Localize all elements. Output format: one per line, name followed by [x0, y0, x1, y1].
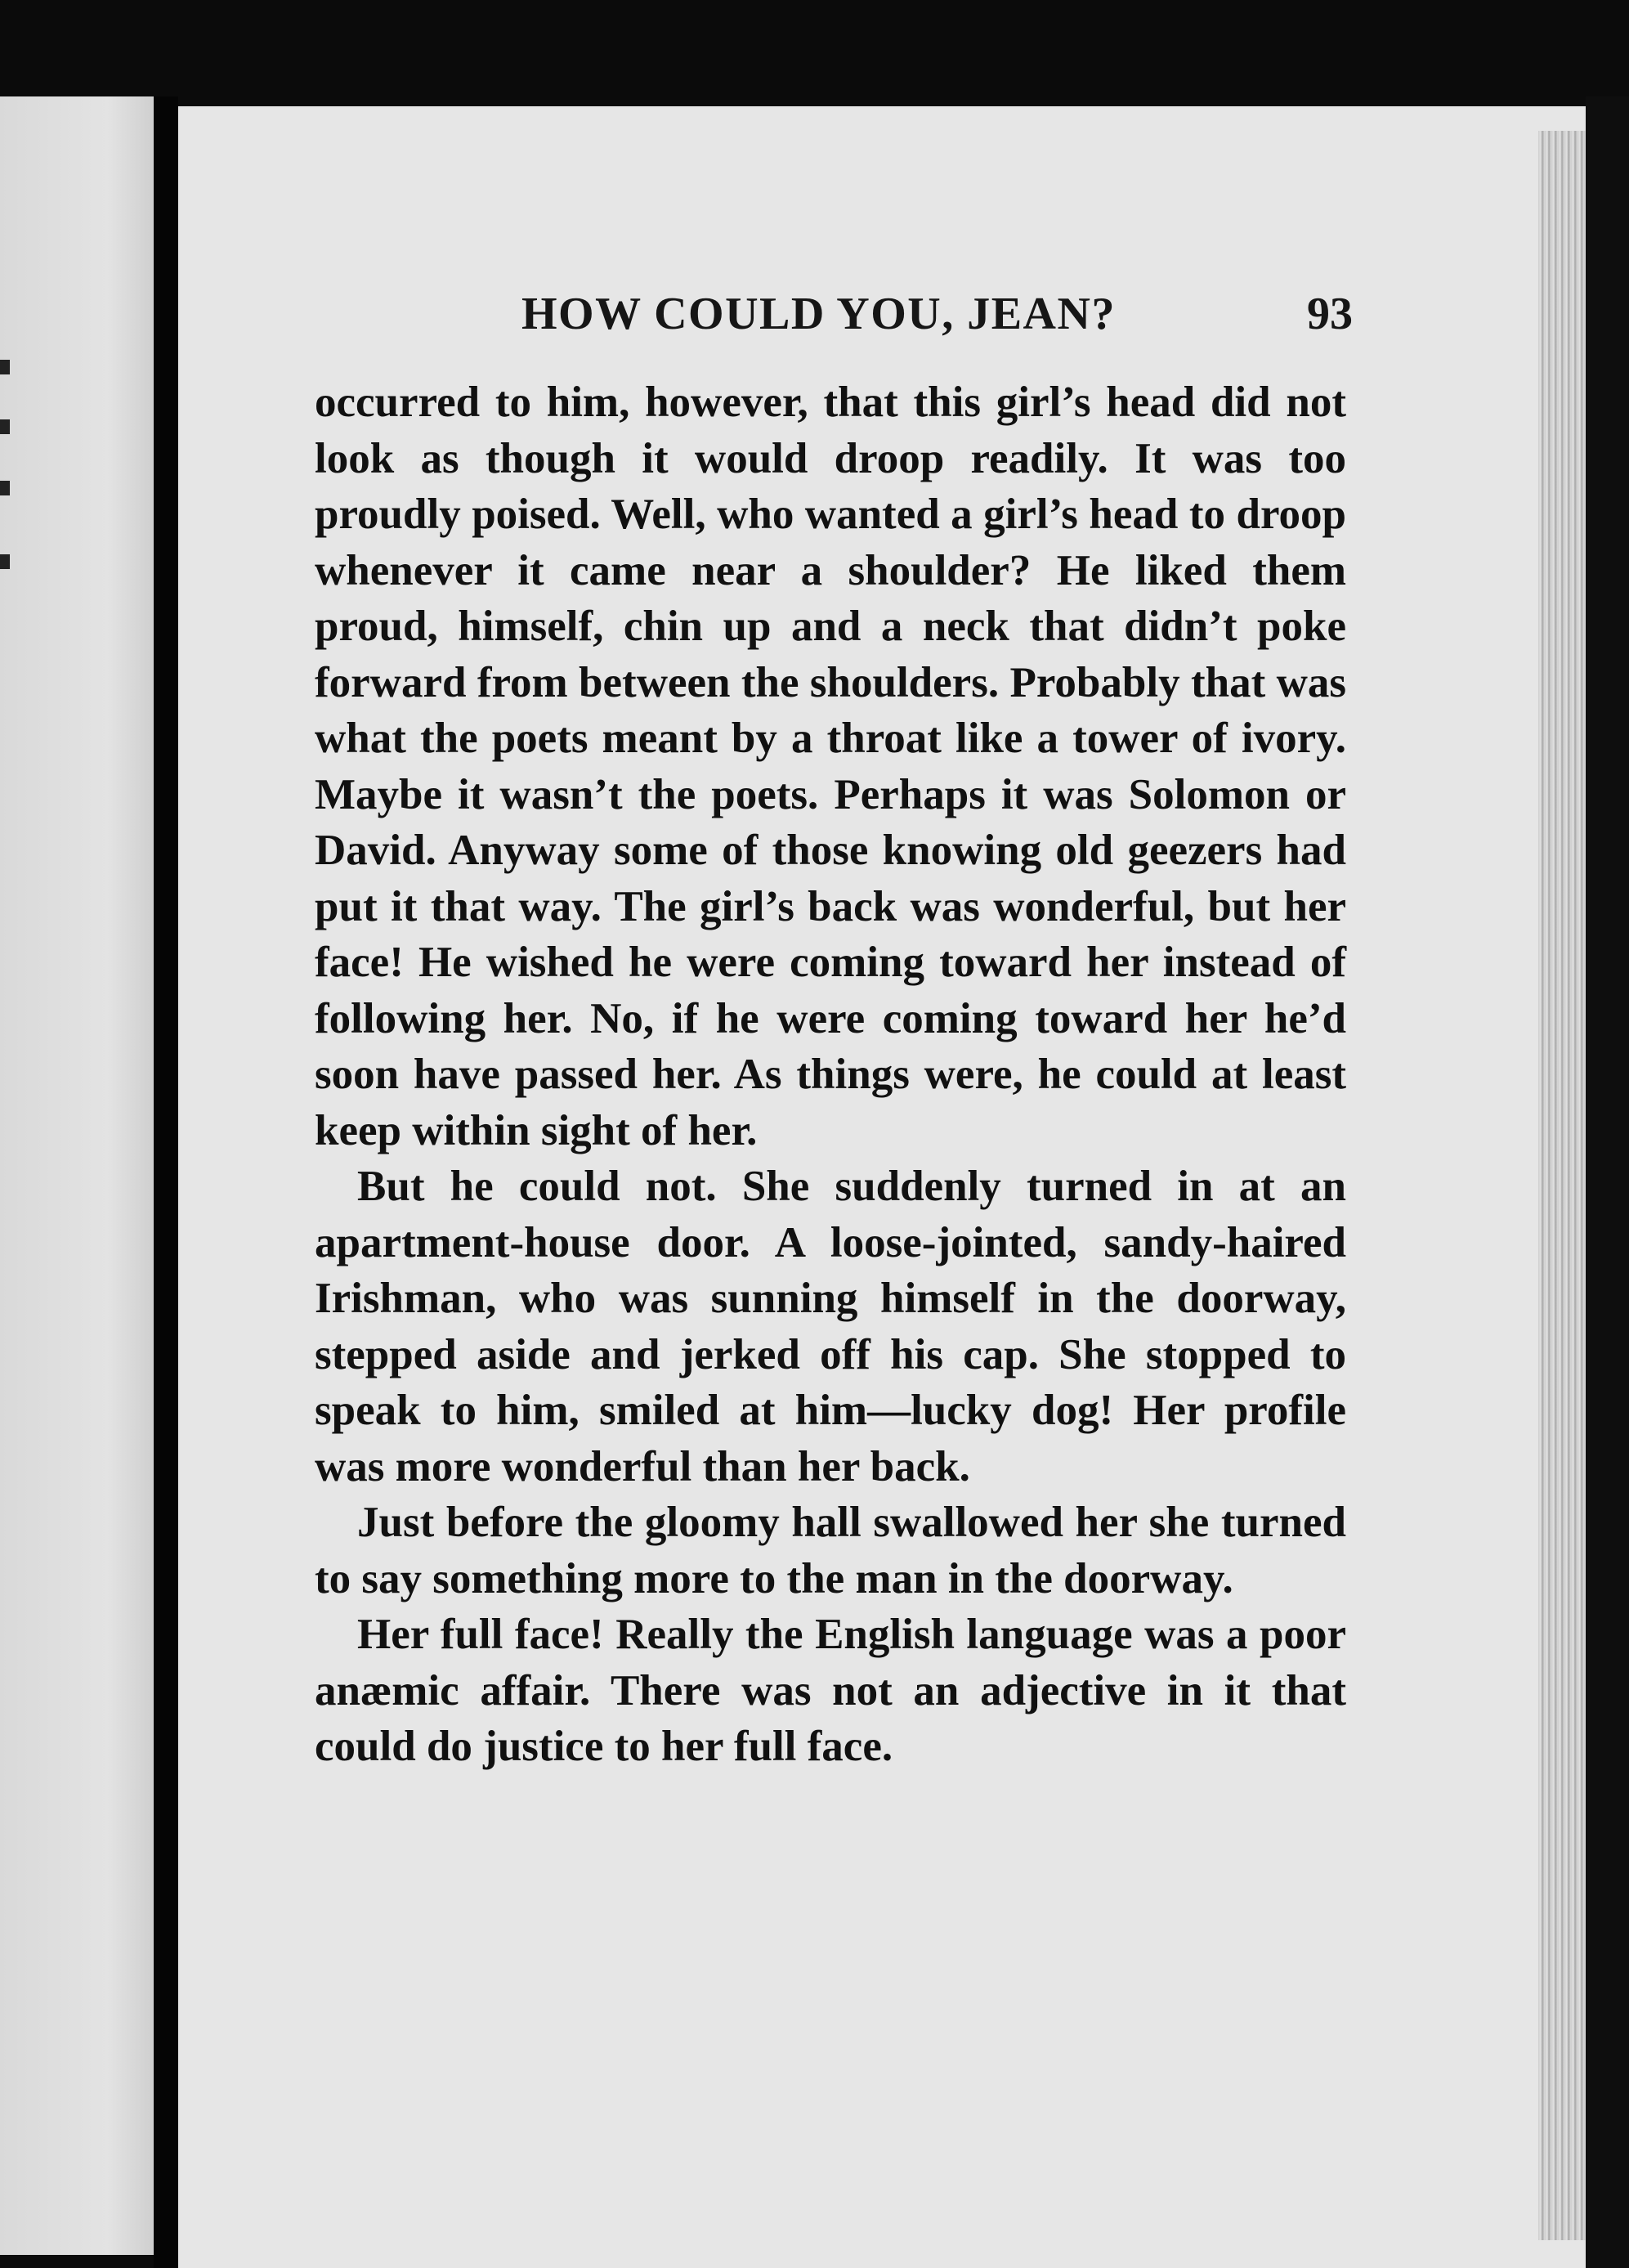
book-gutter: [154, 96, 178, 2268]
running-head: [323, 288, 1353, 353]
page-edge-mark: [0, 481, 10, 495]
page-stack-edge: [1538, 131, 1586, 2240]
running-title: HOW COULD YOU, JEAN?: [521, 289, 1116, 339]
page-edge-mark: [0, 419, 10, 434]
scan-border: [1586, 96, 1629, 2268]
previous-page-edge: [0, 96, 154, 2255]
paragraph: Just before the gloomy hall swallowed her she turned to say something more to the man in the doorway.: [315, 1499, 1346, 1602]
paragraph: occurred to him, however, that this girl’s head did not look as though it would droop readily. It was too proudly poised. Well, who wanted a girl’s head to droop whenever it came near a shoulder? He liked them proud, himself, chin up and a neck that didn’t poke forward from between the shoulders. Probably that was what the poets meant by a throat like a tower of ivory. Maybe it wasn’t the poets. Perhaps it was Solomon or David. Anyway some of those knowing old geezers had put it that way. The girl’s back was wonderful, but her face! He wished he were coming toward her instead of following her. No, if he were coming toward her he’d soon have passed her. As things were, he could at least keep within sight of her.: [315, 379, 1346, 1154]
paragraph: But he could not. She suddenly turned in at an apartment-house door. A loose-jointed, sandy-haired Irishman, who was sunning himself in the doorway, stepped aside and jerked off his cap. She stopped to speak to him, smiled at him—lucky dog! Her profile was more wonderful than her back.: [315, 1163, 1346, 1490]
paragraph: Her full face! Really the English language was a poor anæmic affair. There was not an adjective in it that could do justice to her full face.: [315, 1611, 1346, 1770]
page-number: 93: [1307, 289, 1353, 339]
page-edge-mark: [0, 554, 10, 569]
body-text: [315, 374, 1346, 1775]
page-edge-mark: [0, 360, 10, 374]
